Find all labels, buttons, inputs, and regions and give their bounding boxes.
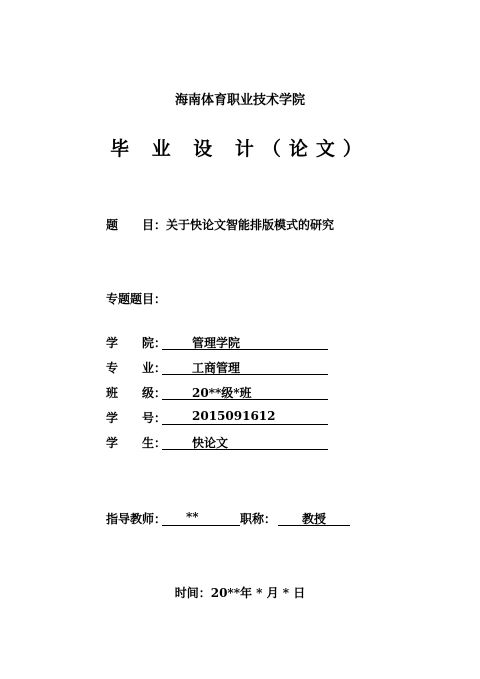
subject-label: 题 目：	[106, 218, 167, 232]
major-label-b: 业：	[141, 361, 166, 375]
student-field	[162, 434, 328, 450]
advisor-value: **	[186, 510, 199, 524]
student-id-label-b: 号：	[141, 411, 166, 425]
student-id-field	[162, 409, 328, 425]
class-label-a: 班	[106, 386, 119, 400]
student-id-label	[106, 409, 166, 426]
class-label-b: 级：	[141, 386, 166, 400]
subject-row	[106, 216, 334, 233]
student-label-a: 学	[106, 436, 119, 450]
major-value: 工商管理	[192, 361, 241, 375]
class-field	[162, 384, 328, 400]
major-label	[106, 359, 166, 376]
date-line: 时间：20**年 * 月 * 日	[174, 586, 306, 600]
advisor-label: 指导教师：	[106, 512, 167, 526]
college-label	[106, 334, 166, 351]
document-title: 毕 业 设 计（论文）	[110, 138, 370, 160]
major-label-a: 专	[106, 361, 119, 375]
rank-label: 职称：	[240, 512, 277, 526]
student-label	[106, 434, 166, 451]
rank-field	[278, 510, 350, 526]
rank-value: 教授	[302, 512, 327, 526]
student-id-label-a: 学	[106, 411, 119, 425]
student-id-value: 2015091612	[192, 409, 276, 423]
class-label	[106, 384, 166, 401]
special-topic-label: 专题题目：	[106, 292, 167, 306]
major-field	[162, 359, 328, 375]
student-label-b: 生：	[141, 436, 166, 450]
advisor-row	[106, 510, 366, 528]
advisor-field	[162, 510, 240, 526]
college-field	[162, 334, 328, 350]
subject-value: 关于快论文智能排版模式的研究	[166, 218, 335, 232]
college-label-b: 院：	[141, 336, 166, 350]
college-value: 管理学院	[192, 336, 241, 350]
college-label-a: 学	[106, 336, 119, 350]
institution-name: 海南体育职业技术学院	[174, 93, 305, 108]
student-value: 快论文	[192, 436, 229, 450]
class-value: 20**级*班	[192, 386, 252, 400]
